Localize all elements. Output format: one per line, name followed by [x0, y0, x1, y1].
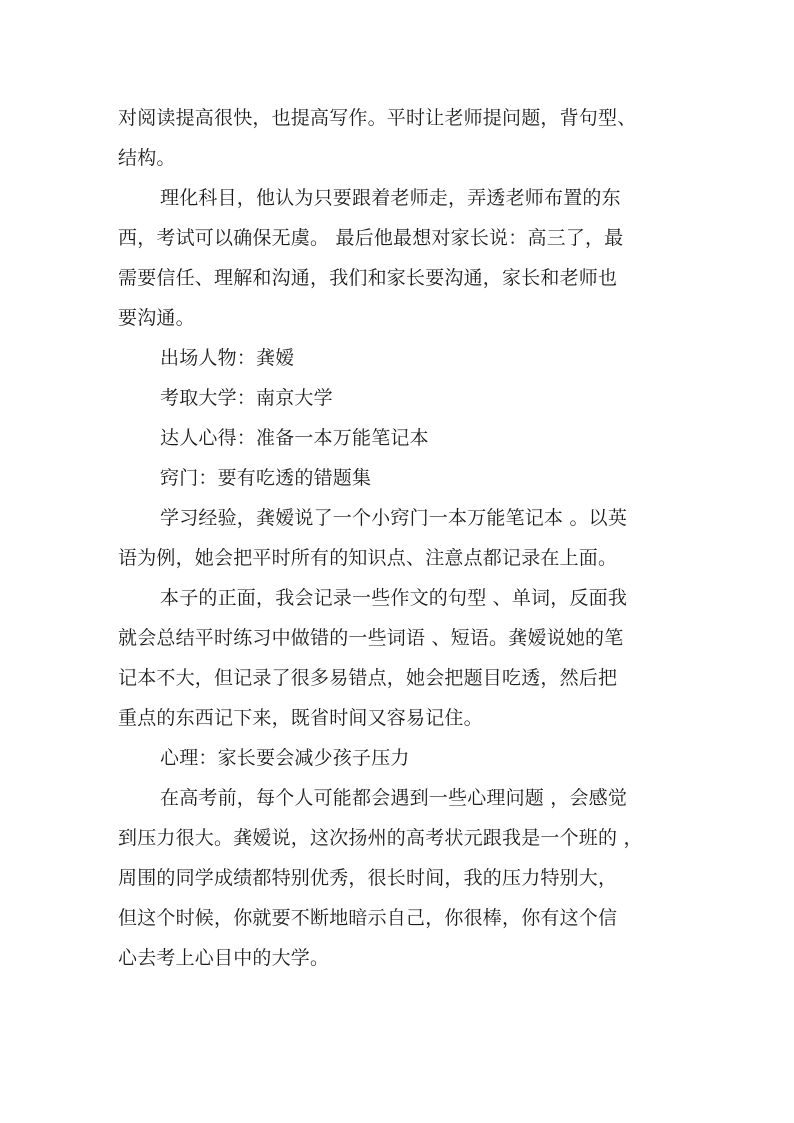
text-line: 周围的同学成绩都特别优秀，很长时间，我的压力特别大， [118, 867, 618, 889]
text-line: 语为例，她会把平时所有的知识点、注意点都记录在上面。 [118, 547, 618, 569]
text-line: 西，考试可以确保无虞。 最后他最想对家长说：高三了，最 [118, 227, 624, 249]
text-line: 心去考上心目中的大学。 [118, 947, 330, 969]
text-line: 但这个时候，你就要不断地暗示自己，你很棒，你有这个信 [118, 907, 618, 929]
text-line: 本子的正面，我会记录一些作文的句型 、单词，反面我 [160, 587, 628, 609]
text-line: 理化科目，他认为只要跟着老师走，弄透老师布置的东 [160, 187, 621, 209]
paragraph [118, 98, 683, 178]
text-line: 需要信任、理解和沟通，我们和家长要沟通，家长和老师也 [118, 267, 618, 289]
paragraph [118, 578, 683, 738]
text-line: 窍门：要有吃透的错题集 [160, 467, 372, 489]
paragraph [118, 418, 683, 458]
text-line: 对阅读提高很快，也提高写作。平时让老师提问题，背句型、 [118, 107, 637, 129]
paragraph [118, 458, 683, 498]
paragraph [118, 378, 683, 418]
paragraph [118, 498, 683, 578]
text-line: 到压力很大。龚嫒说，这次扬州的高考状元跟我是一个班的 ， [118, 827, 643, 849]
text-line: 要沟通。 [118, 307, 195, 329]
paragraph [118, 738, 683, 778]
text-line: 达人心得：准备一本万能笔记本 [160, 427, 429, 449]
text-line: 心理：家长要会减少孩子压力 [160, 747, 410, 769]
text-line: 结构。 [118, 147, 176, 169]
text-line: 在高考前，每个人可能都会遇到一些心理问题 ，会感觉 [160, 787, 628, 809]
text-line: 出场人物：龚嫒 [160, 347, 295, 369]
text-line: 学习经验，龚嫒说了一个小窍门一本万能笔记本 。以英 [160, 507, 628, 529]
text-line: 考取大学：南京大学 [160, 387, 333, 409]
paragraph [118, 778, 683, 978]
text-line: 记本不大，但记录了很多易错点，她会把题目吃透，然后把 [118, 667, 618, 689]
paragraph [118, 338, 683, 378]
document-body [118, 98, 683, 978]
paragraph [118, 178, 683, 338]
text-line: 就会总结平时练习中做错的一些词语 、短语。龚嫒说她的笔 [118, 627, 624, 649]
text-line: 重点的东西记下来，既省时间又容易记住。 [118, 707, 483, 729]
